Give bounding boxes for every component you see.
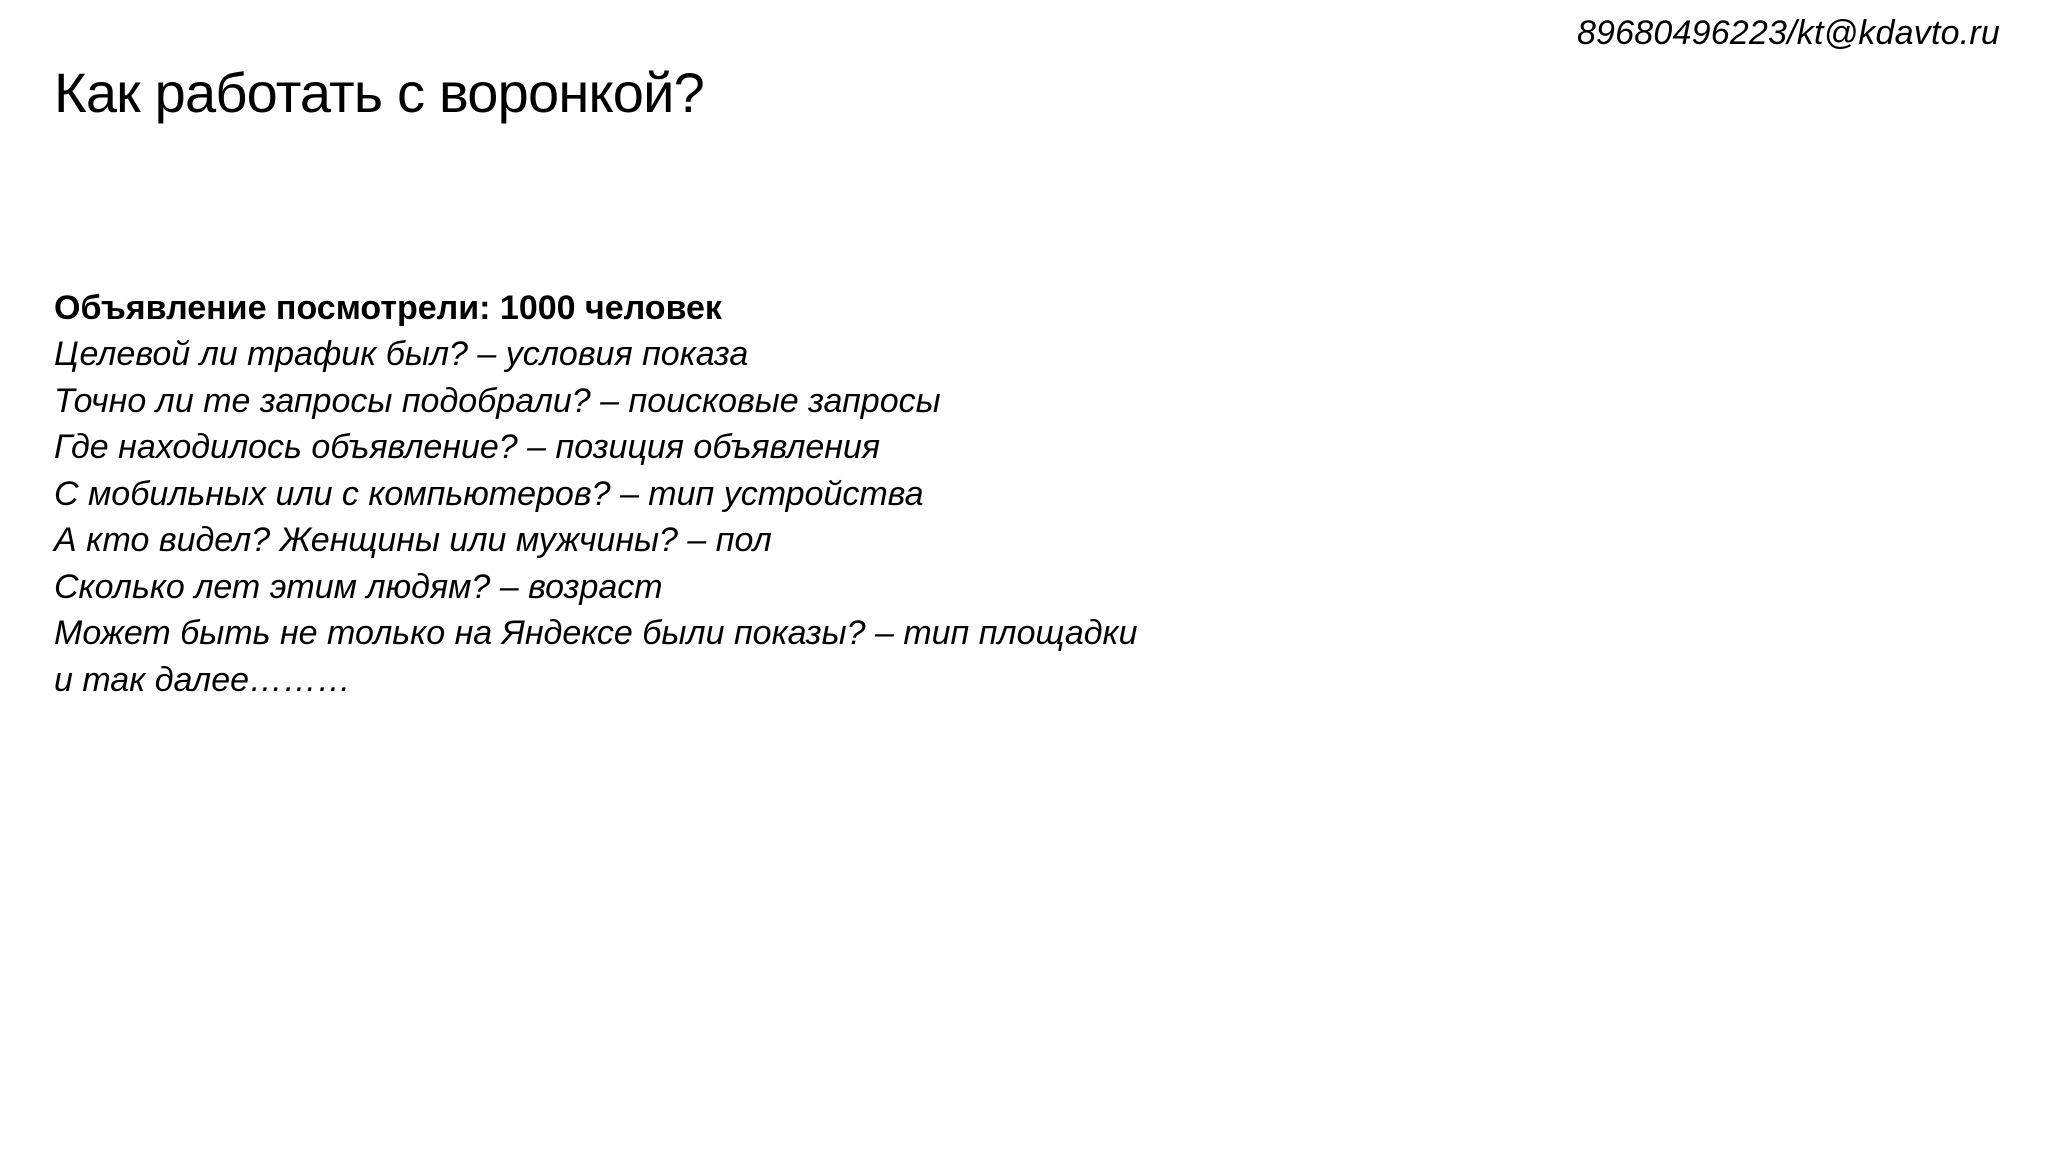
question-item: А кто видел? Женщины или мужчины? – пол [54, 521, 772, 559]
question-item: С мобильных или с компьютеров? – тип устройства [54, 474, 924, 513]
lead-statement: Объявление посмотрели: 1000 человек [54, 289, 722, 327]
question-item: Может быть не только на Яндексе были показы? – тип площадки [54, 614, 1138, 652]
question-item: Точно ли те запросы подобрали? – поисковые запросы [54, 381, 941, 420]
contact-info: 89680496223/kt@kdavto.ru [1576, 14, 2000, 52]
slide-title: Как работать с воронкой? [54, 61, 704, 124]
slide-body [54, 285, 1454, 703]
question-item: Целевой ли трафик был? – условия показа [54, 335, 749, 373]
question-list [54, 331, 1454, 703]
question-item: Где находилось объявление? – позиция объявления [54, 428, 881, 466]
question-item: и так далее……… [54, 660, 352, 699]
question-item: Сколько лет этим людям? – возраст [54, 567, 663, 606]
